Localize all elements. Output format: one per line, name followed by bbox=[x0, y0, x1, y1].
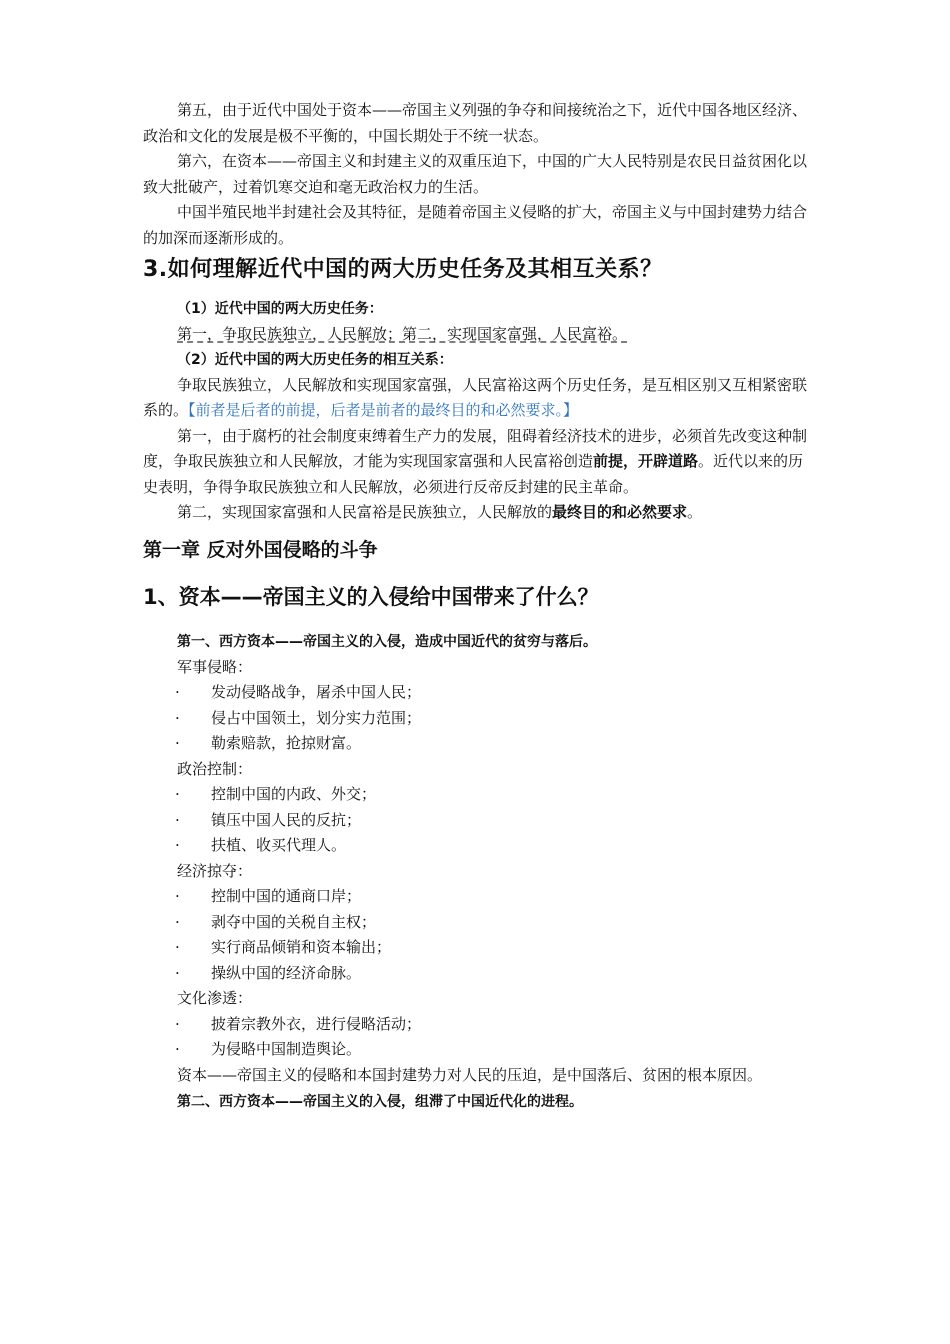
list-item bbox=[143, 680, 809, 706]
relation-highlight: 【前者是后者的前提，后者是前者的最终目的和必然要求。】 bbox=[188, 401, 579, 419]
relation-text: 争取民族独立，人民解放和实现国家富强，人民富裕这两个历史任务，是互相区别又互相紧密联系的。 bbox=[143, 375, 808, 419]
list-item-text: 为侵略中国制造舆论。 bbox=[211, 1040, 362, 1058]
aggression-groups bbox=[143, 655, 809, 1063]
list-item-text: 侵占中国领土，划分实力范围； bbox=[211, 708, 422, 727]
list-item-text: 镇压中国人民的反抗； bbox=[211, 810, 362, 829]
first-bold-text: 前提，开辟道路 bbox=[593, 452, 699, 470]
subheading-two-tasks: （1）近代中国的两大历史任务： bbox=[177, 301, 383, 317]
list-item bbox=[143, 1037, 809, 1063]
list-item-text: 控制中国的通商口岸； bbox=[211, 887, 362, 905]
bullet-dot: · bbox=[175, 912, 180, 931]
bullet-dot: · bbox=[175, 810, 180, 829]
list-item-text: 勒索赔款，抢掠财富。 bbox=[211, 734, 362, 752]
list-item bbox=[143, 731, 809, 757]
bullet-dot: · bbox=[175, 836, 180, 854]
list-item-text: 控制中国的内政、外交； bbox=[211, 785, 377, 803]
point-two: 第二、西方资本——帝国主义的入侵，组滞了中国近代化的进程。 bbox=[177, 1094, 583, 1110]
intro-paragraph-6: 第六，在资本——帝国主义和封建主义的双重压迫下，中国的广大人民特别是农民日益贫困化以致大批破产，过着饥寒交迫和毫无政治权力的生活。 bbox=[143, 152, 808, 196]
two-tasks-text: 第一，争取民族独立，人民解放；第二，实现国家富强，人民富裕。 bbox=[177, 325, 628, 343]
group-label: 文化渗透： bbox=[177, 989, 253, 1007]
question-heading: 1、资本——帝国主义的入侵给中国带来了什么？ bbox=[143, 584, 599, 609]
subheading-relation: （2）近代中国的两大历史任务的相互关系： bbox=[177, 351, 453, 368]
second-bold-text: 最终目的和必然要求 bbox=[552, 503, 688, 521]
conclusion-paragraph: 资本——帝国主义的侵略和本国封建势力对人民的压迫，是中国落后、贫困的根本原因。 bbox=[177, 1065, 763, 1084]
list-item bbox=[143, 935, 809, 961]
list-item bbox=[143, 782, 809, 808]
intro-paragraph-summary: 中国半殖民地半封建社会及其特征，是随着帝国主义侵略的扩大，帝国主义与中国封建势力结合的加深而逐渐形成的。 bbox=[143, 203, 808, 247]
second-text-a: 第二，实现国家富强和人民富裕是民族独立，人民解放的 bbox=[177, 503, 553, 521]
list-item bbox=[143, 910, 809, 936]
bullet-dot: · bbox=[175, 887, 180, 905]
bullet-dot: · bbox=[175, 1040, 180, 1058]
list-item bbox=[143, 1012, 809, 1038]
page-content bbox=[143, 98, 809, 1115]
second-text-b: 。 bbox=[687, 503, 703, 521]
section-3-heading: 3.如何理解近代中国的两大历史任务及其相互关系？ bbox=[143, 257, 663, 282]
first-text-b: 。近代以来的历史表明，争得争取民族独立和人民解放，必须进行反帝反封建的民主革命。 bbox=[143, 452, 804, 496]
list-item-text: 操纵中国的经济命脉。 bbox=[211, 963, 362, 982]
bullet-dot: · bbox=[175, 708, 180, 727]
list-item-text: 发动侵略战争，屠杀中国人民； bbox=[211, 683, 422, 701]
bullet-dot: · bbox=[175, 683, 180, 701]
bullet-dot: · bbox=[175, 785, 180, 803]
list-item-text: 披着宗教外衣，进行侵略活动； bbox=[211, 1014, 422, 1033]
chapter-title: 第一章 反对外国侵略的斗争 bbox=[143, 538, 378, 561]
list-item bbox=[143, 884, 809, 910]
relation-paragraph bbox=[143, 373, 809, 424]
list-item bbox=[143, 706, 809, 732]
point-one: 第一、西方资本——帝国主义的入侵，造成中国近代的贫穷与落后。 bbox=[177, 633, 597, 650]
bullet-dot: · bbox=[175, 938, 180, 956]
list-item bbox=[143, 961, 809, 987]
first-paragraph bbox=[143, 424, 809, 501]
list-item-text: 实行商品倾销和资本输出； bbox=[211, 938, 392, 956]
group-label: 军事侵略： bbox=[177, 657, 253, 676]
list-item-text: 扶植、收买代理人。 bbox=[211, 836, 347, 854]
bullet-dot: · bbox=[175, 1014, 180, 1033]
second-paragraph bbox=[143, 500, 809, 526]
bullet-dot: · bbox=[175, 734, 180, 752]
list-item bbox=[143, 833, 809, 859]
intro-paragraph-5: 第五，由于近代中国处于资本——帝国主义列强的争夺和间接统治之下，近代中国各地区经济、政治和文化的发展是极不平衡的，中国长期处于不统一状态。 bbox=[143, 101, 808, 145]
list-item-text: 剥夺中国的关税自主权； bbox=[211, 912, 377, 931]
list-item bbox=[143, 808, 809, 834]
group-label: 经济掠夺： bbox=[177, 861, 253, 880]
first-text-a: 第一，由于腐朽的社会制度束缚着生产力的发展，阻碍着经济技术的进步，必须首先改变这种制度，争取民族独立和人民解放，才能为实现国家富强和人民富裕创造 bbox=[143, 426, 808, 470]
group-label: 政治控制： bbox=[177, 759, 253, 778]
bullet-dot: · bbox=[175, 963, 180, 982]
